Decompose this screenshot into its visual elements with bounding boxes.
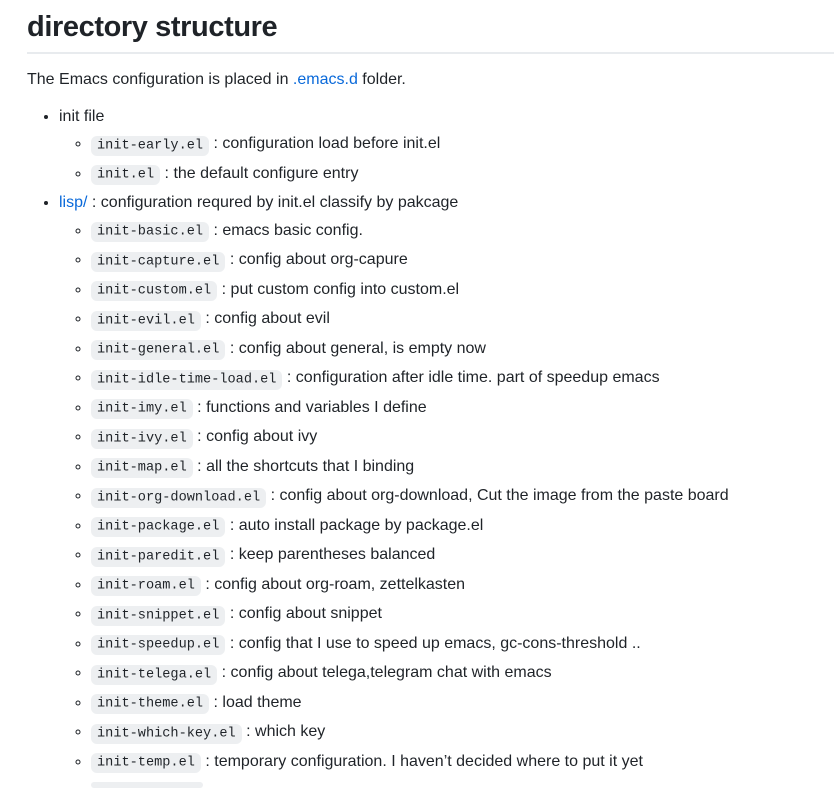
file-code-chip: init-snippet.el xyxy=(91,606,225,626)
file-code-chip: init-org-download.el xyxy=(91,488,266,508)
file-item xyxy=(91,573,807,599)
file-description: : config about snippet xyxy=(225,605,382,623)
file-description: : the default configure entry xyxy=(160,164,359,182)
file-code-chip: init-speedup.el xyxy=(91,635,225,655)
file-description: : config about org-download, Cut the image from the paste board xyxy=(266,487,729,505)
file-item xyxy=(91,602,807,628)
file-code-chip: init-imy.el xyxy=(91,399,193,419)
file-description: : config about ivy xyxy=(192,428,318,446)
intro-text-prefix: The Emacs configuration is placed in xyxy=(27,70,293,88)
file-item xyxy=(91,307,807,333)
file-item xyxy=(91,425,807,451)
file-description: : keep parentheses balanced xyxy=(225,546,436,564)
file-item xyxy=(91,661,807,687)
file-description: : config about evil xyxy=(200,310,330,328)
file-description: : config that I use to speed up emacs, gc-cons-threshold .. xyxy=(225,634,641,652)
file-description: : configuration load before init.el xyxy=(209,135,441,153)
file-description: : config about org-roam, zettelkasten xyxy=(200,575,466,593)
file-list xyxy=(59,132,807,188)
file-item xyxy=(91,248,807,274)
intro-text-suffix: folder. xyxy=(357,70,406,88)
file-description: : all the shortcuts that I binding xyxy=(192,457,415,475)
file-item xyxy=(91,484,807,510)
file-code-chip: init-general.el xyxy=(91,340,225,360)
file-item xyxy=(91,455,807,481)
file-item xyxy=(91,543,807,569)
file-item xyxy=(91,162,807,188)
file-code-chip: init-capture.el xyxy=(91,252,225,272)
file-item xyxy=(91,219,807,245)
emacs-d-link[interactable]: .emacs.d xyxy=(292,70,358,88)
section-item xyxy=(59,191,807,790)
file-code-chip: init-basic.el xyxy=(91,222,209,242)
file-item xyxy=(91,366,807,392)
file-description: : emacs basic config. xyxy=(209,221,363,239)
file-code-chip: init-telega.el xyxy=(91,665,217,685)
file-item xyxy=(91,514,807,540)
file-description: : which key xyxy=(241,723,326,741)
file-description: : temporary configuration. I haven’t decided where to put it yet xyxy=(200,752,643,770)
file-description: : config about general, is empty now xyxy=(225,339,486,357)
file-code-chip: init-theme.el xyxy=(91,694,209,714)
section-item xyxy=(59,105,807,188)
file-code-chip: init-package.el xyxy=(91,517,225,537)
file-item xyxy=(91,337,807,363)
file-code-chip: init-map.el xyxy=(91,458,193,478)
file-description: : auto install package by package.el xyxy=(225,516,484,534)
file-description: : config about telega,telegram chat with emacs xyxy=(217,664,552,682)
file-code-chip: init-ivy.el xyxy=(91,429,193,449)
file-code-chip: init-custom.el xyxy=(91,281,217,301)
file-code-chip: init-paredit.el xyxy=(91,547,225,567)
file-description: : load theme xyxy=(209,693,302,711)
intro-paragraph xyxy=(27,68,807,92)
file-description: : functions and variables I define xyxy=(192,398,427,416)
file-description: : put custom config into custom.el xyxy=(217,280,460,298)
file-item xyxy=(91,278,807,304)
file-code-chip: init-roam.el xyxy=(91,576,201,596)
directory-list xyxy=(27,105,807,790)
section-desc: : configuration requred by init.el classify by pakcage xyxy=(87,194,459,212)
file-code-chip: init-which-key.el xyxy=(91,724,242,744)
file-description: : config about org-capure xyxy=(225,251,408,269)
file-list xyxy=(59,219,807,790)
file-item xyxy=(91,750,807,776)
file-item xyxy=(91,691,807,717)
file-item xyxy=(91,132,807,158)
file-code-chip: init-evil.el xyxy=(91,311,201,331)
file-code-chip: init-early.el xyxy=(91,136,209,156)
file-code-chip: init.el xyxy=(91,165,160,185)
file-item xyxy=(91,396,807,422)
section-label: init file xyxy=(59,107,105,125)
file-code-chip: init-temp.el xyxy=(91,753,201,773)
file-item xyxy=(91,720,807,746)
file-item xyxy=(91,632,807,658)
file-description: : configuration after idle time. part of speedup emacs xyxy=(282,369,660,387)
clipped-code-chip xyxy=(91,782,807,790)
file-code-chip: init-idle-time-load.el xyxy=(91,370,282,390)
page-title: directory structure xyxy=(27,10,834,54)
section-link[interactable]: lisp/ xyxy=(59,194,88,212)
